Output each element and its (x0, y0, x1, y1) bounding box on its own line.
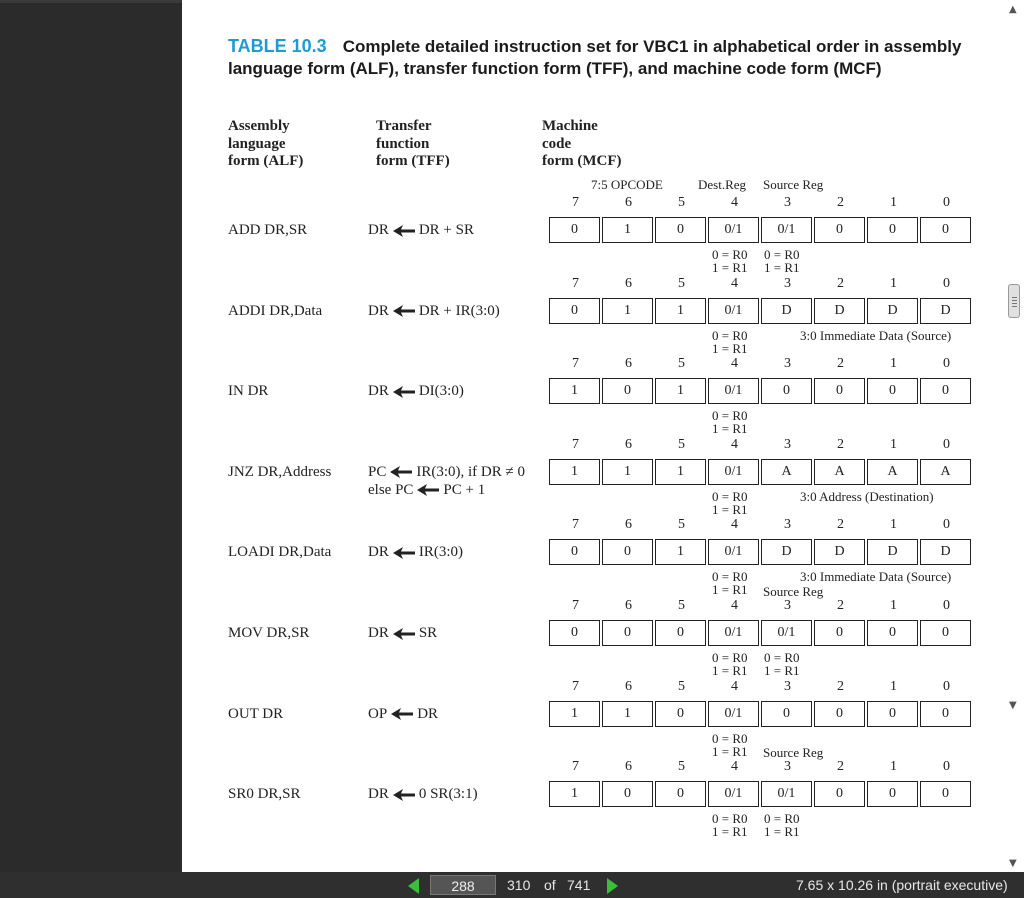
bit-cell: 0 (867, 620, 918, 646)
bit-cell: 0 (920, 217, 971, 243)
bit-cell: 0 (814, 378, 865, 404)
source-reg-note: 1 = R1 (764, 260, 800, 275)
field-note: 3:0 Immediate Data (Source) (800, 569, 952, 585)
bit-cell: 1 (549, 378, 600, 404)
bit-number: 7 (572, 598, 579, 613)
bit-number: 3 (784, 356, 791, 372)
bit-number: 4 (731, 759, 738, 775)
left-arrow-icon (417, 484, 439, 496)
tff-source: DR (417, 705, 439, 722)
tff-expression (368, 382, 464, 400)
bit-cell: A (761, 459, 812, 485)
bit-cell: D (814, 539, 865, 565)
bit-cell: 0/1 (708, 781, 759, 807)
header-mcf-line: form (MCF) (542, 153, 622, 169)
bit-number: 0 (943, 759, 950, 775)
bit-number: 5 (678, 356, 685, 372)
bit-number: 4 (731, 517, 738, 533)
bit-cell: 0 (814, 217, 865, 243)
bit-number: 2 (837, 195, 844, 210)
bit-number: 3 (784, 678, 791, 694)
alf-instruction: MOV DR,SR (228, 625, 310, 641)
bit-cell: 0 (549, 620, 600, 646)
scroll-down-icon[interactable]: ▼ (1009, 858, 1017, 869)
header-tff-line: function (376, 135, 430, 152)
bit-cell: A (920, 459, 971, 485)
bit-cell: 0/1 (708, 459, 759, 485)
bit-cell: D (867, 298, 918, 324)
bit-number: 6 (625, 195, 632, 210)
tff-target: DR (368, 786, 389, 803)
bit-number: 6 (625, 356, 632, 372)
bit-number: 1 (890, 517, 897, 533)
bit-cell: 0 (761, 378, 812, 404)
bit-cell: 0 (549, 217, 600, 243)
bit-number: 0 (943, 517, 950, 533)
bit-cell: D (920, 298, 971, 324)
tff-expression (368, 543, 463, 561)
bit-number: 3 (784, 517, 791, 533)
dest-reg-note: 0 = R0 (712, 247, 748, 262)
source-reg-note: 0 = R0 (764, 811, 800, 827)
table-tag: TABLE 10.3 (228, 36, 327, 56)
bit-number: 6 (625, 759, 632, 775)
alf-instruction: ADDI DR,Data (228, 302, 323, 319)
bit-cell: 0 (867, 781, 918, 807)
dest-reg-note: 1 = R1 (712, 824, 748, 840)
scroll-up-icon[interactable]: ▲ (1009, 4, 1017, 15)
bit-cell: 0 (655, 620, 706, 646)
bit-cell: 0/1 (708, 701, 759, 727)
bit-number: 4 (731, 275, 738, 291)
tff-target: DR (368, 383, 389, 400)
header-tff-line: form (TFF) (376, 153, 450, 169)
bit-cell: 0/1 (708, 378, 759, 404)
total-pages: 741 (567, 877, 591, 893)
bit-cell: 1 (602, 459, 653, 485)
alf-instruction: OUT DR (228, 705, 284, 722)
tff-expression (368, 481, 485, 499)
dest-reg-note: 1 = R1 (712, 260, 748, 275)
page-label: 310 (507, 877, 531, 893)
bit-number: 5 (678, 436, 685, 452)
header-alf-line: language (228, 135, 286, 152)
bit-cell: 0 (602, 620, 653, 646)
left-arrow-icon (391, 708, 413, 720)
bit-cell: 1 (655, 539, 706, 565)
left-arrow-icon (393, 789, 415, 801)
header-tff-line: Transfer (376, 118, 432, 134)
tff-target: DR (368, 625, 389, 641)
bit-number: 5 (678, 275, 685, 291)
bit-number: 0 (943, 598, 950, 613)
tff-source: DI(3:0) (418, 383, 464, 400)
tff-target: PC (368, 463, 387, 480)
dest-reg-note: 0 = R0 (712, 488, 748, 504)
source-reg-note: 1 = R1 (764, 663, 800, 678)
bit-number: 7 (572, 517, 579, 533)
alf-instruction: LOADI DR,Data (228, 544, 332, 561)
left-arrow-icon (393, 225, 415, 237)
source-reg-note: 0 = R0 (764, 247, 800, 262)
header-alf (228, 118, 303, 171)
bit-number: 4 (731, 195, 738, 210)
bit-cell: A (867, 459, 918, 485)
bit-number: 7 (572, 759, 579, 775)
header-mcf (542, 118, 622, 171)
bit-cell: 0/1 (708, 217, 759, 243)
tff-target: DR (368, 302, 389, 319)
bit-cell: 0/1 (708, 539, 759, 565)
bit-number: 0 (943, 356, 950, 372)
field-note: 3:0 Immediate Data (Source) (800, 327, 952, 343)
bit-number: 6 (625, 678, 632, 694)
next-page-icon[interactable] (607, 878, 618, 894)
bit-number: 5 (678, 195, 685, 210)
bit-cell: 0 (814, 781, 865, 807)
page-size-label: 7.65 x 10.26 in (portrait executive) (796, 877, 1008, 893)
header-mcf-line: Machine (542, 118, 598, 134)
bit-number: 1 (890, 759, 897, 775)
bit-number: 7 (572, 436, 579, 452)
bit-number: 4 (731, 436, 738, 452)
alf-instruction: JNZ DR,Address (228, 463, 332, 480)
bit-cell: 0 (549, 539, 600, 565)
bit-number: 0 (943, 195, 950, 210)
bit-cell: 1 (655, 298, 706, 324)
bit-number: 2 (837, 678, 844, 694)
tff-expression (368, 302, 500, 320)
alf-instruction: IN DR (228, 383, 269, 400)
tff-expression (368, 463, 525, 481)
tff-source: IR(3:0) (418, 544, 464, 561)
bit-number: 0 (943, 678, 950, 694)
dest-reg-note: 1 = R1 (712, 743, 748, 759)
dest-reg-sublabel: Dest.Reg (698, 177, 747, 192)
dest-reg-note: 1 = R1 (712, 501, 748, 517)
bit-cell: 0 (867, 217, 918, 243)
bit-cell: 0 (867, 378, 918, 404)
bit-cell: 0 (602, 378, 653, 404)
bit-number: 2 (837, 759, 844, 775)
dest-reg-note: 0 = R0 (712, 730, 748, 746)
bit-number: 2 (837, 598, 844, 613)
bit-cell: 0 (920, 620, 971, 646)
tff-source: DR + SR (418, 222, 474, 238)
bit-cell: D (761, 298, 812, 324)
tff-target: DR (368, 544, 389, 561)
bit-number: 6 (625, 598, 632, 613)
bit-cell: 1 (549, 459, 600, 485)
source-reg-sublabel: Source Reg (763, 584, 824, 599)
table-title: Complete detailed instruction set for VBC1 in alphabetical order in assembly language form (ALF), transfer function form (TFF), and machine code form (MCF) (228, 37, 962, 78)
bit-number: 4 (731, 678, 738, 694)
bit-cell: 0 (920, 781, 971, 807)
grip-line (1012, 303, 1017, 304)
bit-number: 5 (678, 517, 685, 533)
tff-target: DR (368, 222, 389, 238)
tff-expression (368, 624, 437, 642)
left-arrow-icon (390, 466, 412, 478)
tff-source: 0 SR(3:1) (418, 786, 478, 803)
bit-number: 1 (890, 598, 897, 613)
bit-cell: 0 (867, 701, 918, 727)
grip-line (1012, 306, 1017, 307)
dest-reg-note: 0 = R0 (712, 811, 748, 827)
bit-cell: D (867, 539, 918, 565)
bit-cell: 1 (655, 459, 706, 485)
bit-cell: 0 (920, 701, 971, 727)
tff-expression (368, 785, 478, 803)
bit-cell: D (814, 298, 865, 324)
opcode-sublabel: 7:5 OPCODE (591, 177, 663, 192)
document-page (182, 0, 1004, 872)
left-arrow-icon (393, 305, 415, 317)
dest-reg-note: 1 = R1 (712, 663, 748, 678)
bit-number: 5 (678, 678, 685, 694)
bit-cell: 0 (549, 298, 600, 324)
bit-cell: 0/1 (708, 298, 759, 324)
tff-source: PC + 1 (443, 481, 486, 498)
dest-reg-note: 1 = R1 (712, 421, 748, 437)
bit-number: 7 (572, 275, 579, 291)
header-tff (376, 118, 450, 171)
bit-cell: 0 (655, 217, 706, 243)
bit-number: 7 (572, 356, 579, 372)
bit-number: 0 (943, 436, 950, 452)
table-caption (228, 35, 968, 80)
scroll-thumb[interactable] (1008, 284, 1020, 318)
bit-cell: D (761, 539, 812, 565)
bit-number: 3 (784, 275, 791, 291)
field-note: 3:0 Address (Destination) (800, 488, 934, 504)
bit-number: 3 (784, 598, 791, 613)
bit-cell: 0 (814, 701, 865, 727)
bit-number: 2 (837, 356, 844, 372)
bit-number: 2 (837, 436, 844, 452)
source-reg-note: 0 = R0 (764, 650, 800, 665)
vertical-scrollbar[interactable] (1004, 0, 1024, 872)
tff-expression (368, 221, 474, 239)
bit-cell: 0/1 (708, 620, 759, 646)
bit-number: 5 (678, 598, 685, 613)
of-label: of (544, 877, 556, 893)
tff-source: IR(3:0), if DR ≠ 0 (416, 463, 525, 480)
bit-cell: 0 (655, 701, 706, 727)
left-arrow-icon (393, 386, 415, 398)
bit-number: 1 (890, 356, 897, 372)
bit-number: 6 (625, 517, 632, 533)
bit-number: 3 (784, 195, 791, 210)
current-page-input[interactable]: 288 (430, 875, 496, 895)
dest-reg-note: 0 = R0 (712, 650, 748, 665)
alf-instruction: ADD DR,SR (228, 222, 308, 238)
bit-cell: 0/1 (761, 620, 812, 646)
bit-cell: 1 (602, 217, 653, 243)
bit-cell: 0/1 (761, 217, 812, 243)
bit-number: 2 (837, 517, 844, 533)
bit-cell: 0 (602, 539, 653, 565)
bit-cell: 1 (602, 298, 653, 324)
bit-cell: 0 (920, 378, 971, 404)
bit-cell: 0 (761, 701, 812, 727)
left-arrow-icon (393, 547, 415, 559)
bit-cell: 1 (655, 378, 706, 404)
bit-cell: 0/1 (761, 781, 812, 807)
tff-expression (368, 705, 438, 723)
tff-source: DR + IR(3:0) (418, 302, 500, 319)
bit-cell: D (920, 539, 971, 565)
header-alf-line: form (ALF) (228, 153, 304, 169)
bit-number: 2 (837, 275, 844, 291)
source-reg-sublabel: Source Reg (763, 745, 824, 760)
dest-reg-note: 1 = R1 (712, 582, 748, 598)
dest-reg-note: 0 = R0 (712, 408, 748, 424)
left-arrow-icon (393, 628, 415, 640)
bit-number: 3 (784, 436, 791, 452)
bit-number: 1 (890, 275, 897, 291)
bit-cell: A (814, 459, 865, 485)
bit-number: 4 (731, 356, 738, 372)
bit-cell: 0 (814, 620, 865, 646)
bit-number: 0 (943, 275, 950, 291)
dest-reg-note: 0 = R0 (712, 327, 748, 343)
bit-cell: 1 (549, 781, 600, 807)
bit-number: 7 (572, 678, 579, 694)
prev-page-icon[interactable] (408, 878, 419, 894)
bit-cell: 1 (602, 701, 653, 727)
grip-line (1012, 300, 1017, 301)
bit-number: 7 (572, 195, 579, 210)
bit-number: 5 (678, 759, 685, 775)
source-reg-sublabel: Source Reg (763, 177, 824, 192)
bit-number: 4 (731, 598, 738, 613)
tff-source: SR (418, 625, 438, 641)
bit-number: 3 (784, 759, 791, 775)
header-alf-line: Assembly (228, 118, 290, 134)
bit-number: 6 (625, 436, 632, 452)
bit-number: 1 (890, 195, 897, 210)
dest-reg-note: 0 = R0 (712, 569, 748, 585)
header-mcf-line: code (542, 135, 572, 152)
bit-cell: 0 (602, 781, 653, 807)
bit-number: 6 (625, 275, 632, 291)
bit-number: 1 (890, 436, 897, 452)
bit-cell: 1 (549, 701, 600, 727)
alf-instruction: SR0 DR,SR (228, 786, 301, 803)
tff-target: else PC (368, 481, 414, 498)
grip-line (1012, 297, 1017, 298)
bit-cell: 0 (655, 781, 706, 807)
dest-reg-note: 1 = R1 (712, 340, 748, 356)
bit-number: 1 (890, 678, 897, 694)
scroll-down-icon[interactable]: ▼ (1009, 700, 1017, 711)
source-reg-note: 1 = R1 (764, 824, 800, 840)
tff-target: OP (368, 705, 388, 722)
